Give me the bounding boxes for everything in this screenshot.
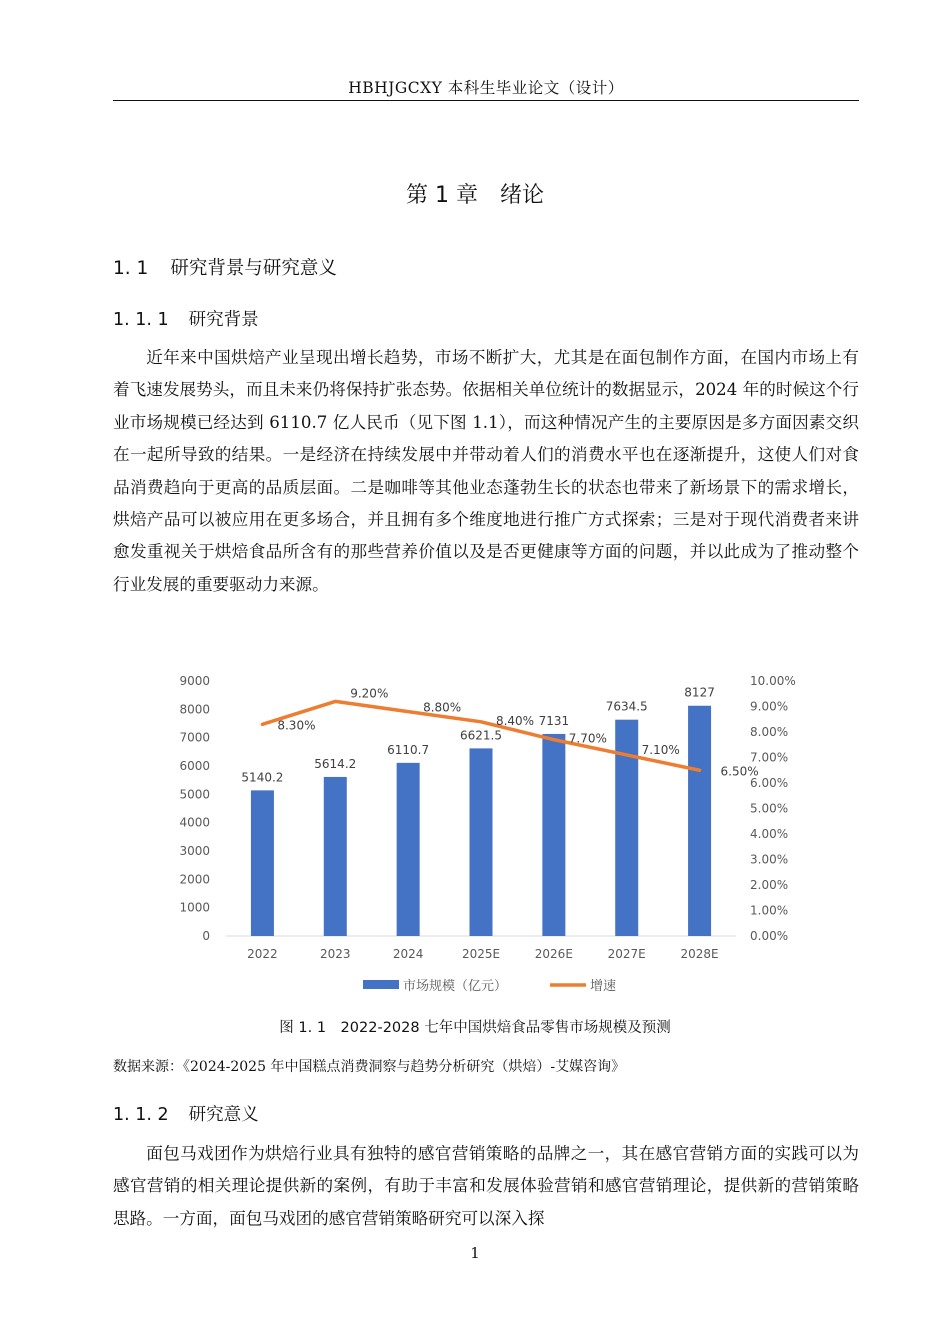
line-data-label: 8.40% [495, 713, 535, 728]
market-size-chart [170, 663, 810, 1003]
bar [397, 763, 420, 936]
section-heading [113, 254, 337, 280]
line-data-label: 8.30% [277, 718, 316, 733]
subsection-title: 研究意义 [188, 1105, 259, 1125]
y-right-tick-label: 9.00% [750, 699, 789, 714]
figure-caption: 图 1. 1 2022-2028 七年中国烘焙食品零售市场规模及预测 [279, 1020, 671, 1036]
bar [542, 734, 565, 936]
y-right-tick-label: 5.00% [750, 801, 789, 816]
subsection-number: 1. 1. 2 [113, 1105, 169, 1125]
y-left-tick-label: 2000 [179, 872, 210, 887]
y-left-tick-label: 1000 [179, 900, 210, 915]
y-left-tick-label: 3000 [179, 844, 210, 858]
x-tick-label: 2024 [392, 947, 424, 961]
line-data-label: 6.50% [720, 764, 759, 779]
bar-data-label: 7131 [538, 713, 570, 728]
bar [470, 748, 493, 936]
bar [688, 706, 711, 936]
paragraph-background: 近年来中国烘焙产业呈现出增长趋势，市场不断扩大，尤其是在面包制作方面，在国内市场上有着飞速发展势头，而且未来仍将保持扩张态势。依据相关单位统计的数据显示，2024 年的时候这个行业市场规模已经达到 6110.7 亿人民币（见下图 1.1），而这种情况产生的主要原因是多方面因素交织在一起所导致的结果。一是经济在持续发展中并带动着人们的消费水平也在逐渐提升，这使人们对食品消费趋向于更高的品质层面。二是咖啡等其他业态蓬勃生长的状态也带来了新场景下的需求增长，烘焙产品可以被应用在更多场合，并且拥有多个维度地进行推广方式探索；三是对于现代消费者来讲愈发重视关于烘焙食品所含有的那些营养价值以及是否更健康等方面的问题，并以此成为了推动整个行业发展的重要驱动力来源。 [113, 348, 859, 594]
subsection-heading-1 [113, 306, 259, 331]
y-right-tick-label: 7.00% [750, 750, 789, 765]
x-tick-label: 2027E [607, 947, 646, 961]
line-data-label: 7.70% [568, 731, 607, 746]
x-tick-label: 2022 [247, 947, 278, 961]
subsection-title: 研究背景 [188, 310, 259, 330]
header-rule [113, 100, 859, 101]
line-data-label: 8.80% [423, 700, 462, 715]
subsection-number: 1. 1. 1 [113, 310, 169, 330]
y-left-tick-label: 9000 [179, 674, 210, 688]
y-left-tick-label: 7000 [179, 730, 210, 745]
bar [324, 777, 347, 936]
y-right-tick-label: 10.00% [750, 674, 796, 688]
y-right-tick-label: 6.00% [750, 776, 789, 790]
page-number: 1 [470, 1244, 480, 1262]
bar-data-label: 8127 [684, 685, 715, 700]
y-right-tick-label: 4.00% [750, 827, 789, 841]
legend-label-bar: 市场规模（亿元） [403, 979, 508, 994]
y-right-tick-label: 8.00% [750, 725, 789, 739]
x-tick-label: 2026E [534, 947, 573, 961]
y-left-tick-label: 4000 [179, 815, 210, 830]
bar-data-label: 5140.2 [241, 770, 284, 785]
y-right-tick-label: 2.00% [750, 878, 789, 892]
bar-data-label: 7634.5 [605, 699, 648, 714]
y-right-tick-label: 1.00% [750, 903, 789, 918]
subsection-heading-2 [113, 1101, 259, 1126]
line-data-label: 7.10% [641, 742, 680, 757]
figure-source: 数据来源：《2024-2025 年中国糕点消费洞察与趋势分析研究（烘焙）-艾媒咨询》 [113, 1059, 626, 1075]
y-right-tick-label: 3.00% [750, 852, 789, 867]
section-title: 研究背景与研究意义 [170, 258, 337, 279]
x-tick-label: 2025E [461, 947, 501, 961]
line-data-label: 9.20% [350, 686, 389, 701]
paragraph-significance: 面包马戏团作为烘焙行业具有独特的感官营销策略的品牌之一，其在感官营销方面的实践可以为感官营销的相关理论提供新的案例，有助于丰富和发展体验营销和感官营销理论，提供新的营销策略思路。一方面，面包马戏团的感官营销策略研究可以深入探 [113, 1144, 859, 1228]
y-left-tick-label: 8000 [179, 702, 210, 717]
running-header: HBHJGCXY 本科生毕业论文（设计） [348, 79, 624, 97]
chapter-title: 第 1 章 绪论 [406, 183, 544, 208]
bar-data-label: 6110.7 [387, 742, 430, 757]
bar-data-label: 5614.2 [314, 756, 357, 771]
y-left-tick-label: 0 [202, 929, 210, 943]
legend-swatch-bar [363, 980, 399, 989]
x-tick-label: 2028E [680, 947, 719, 961]
x-tick-label: 2023 [320, 947, 351, 961]
y-left-tick-label: 5000 [179, 787, 210, 802]
bar [251, 790, 274, 936]
bar-data-label: 6621.5 [460, 728, 502, 743]
y-right-tick-label: 0.00% [750, 929, 789, 943]
y-left-tick-label: 6000 [179, 759, 210, 773]
legend-label-line: 增速 [590, 979, 617, 994]
section-number: 1. 1 [113, 258, 149, 279]
